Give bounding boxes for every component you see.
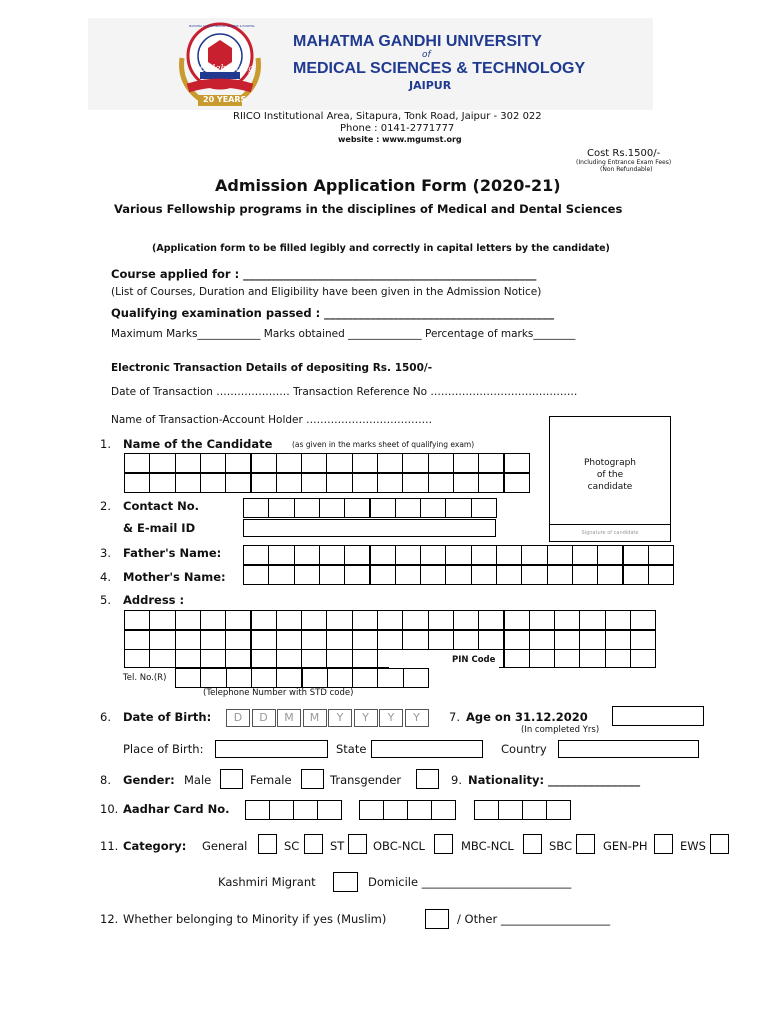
tel-char-box[interactable] — [226, 668, 252, 688]
q3-number: 3. — [100, 546, 111, 560]
address-char-box[interactable] — [200, 630, 226, 650]
course-applied-line: Course applied for : ___________________________________________________ — [111, 267, 537, 281]
signature-label: Signature of candidate — [581, 530, 639, 536]
address-char-box[interactable] — [225, 649, 251, 668]
address-char-box[interactable] — [326, 610, 352, 630]
address-char-box[interactable] — [352, 610, 378, 630]
name-char-box[interactable] — [326, 453, 352, 473]
photo-label-3: candidate — [587, 482, 633, 492]
contact-char-box[interactable] — [445, 498, 471, 518]
kashmiri-migrant-checkbox[interactable] — [333, 872, 358, 892]
address-char-box[interactable] — [453, 610, 479, 630]
address-char-box[interactable] — [605, 630, 631, 650]
mother-char-box[interactable] — [344, 565, 370, 585]
address-char-box[interactable] — [605, 610, 631, 630]
name-char-box[interactable] — [453, 473, 479, 493]
name-char-box[interactable] — [402, 453, 428, 473]
q12-label: Whether belonging to Minority if yes (Muslim) — [123, 912, 387, 926]
name-char-box[interactable] — [402, 473, 428, 493]
category-general-checkbox[interactable] — [258, 834, 277, 854]
institute-website: website : www.mgumst.org — [338, 135, 462, 144]
category-obc-checkbox[interactable] — [434, 834, 453, 854]
name-char-box[interactable] — [149, 453, 175, 473]
tel-char-box[interactable] — [175, 668, 201, 688]
name-char-box[interactable] — [478, 473, 504, 493]
tel-char-box[interactable] — [200, 668, 226, 688]
name-char-box[interactable] — [478, 453, 504, 473]
minority-other-line: / Other ___________________ — [457, 912, 611, 926]
mother-char-box[interactable] — [445, 565, 471, 585]
contact-char-box[interactable] — [471, 498, 497, 518]
q8-number: 8. — [100, 773, 111, 787]
country-field[interactable] — [558, 740, 699, 758]
name-char-box[interactable] — [301, 453, 327, 473]
q7-label: Age on 31.12.2020 — [466, 710, 588, 724]
address-char-box[interactable] — [579, 649, 605, 668]
dob-char-box[interactable]: Y — [354, 709, 378, 727]
category-sc-checkbox[interactable] — [304, 834, 323, 854]
q5-number: 5. — [100, 593, 111, 607]
address-char-box[interactable] — [529, 610, 555, 630]
father-char-box[interactable] — [496, 545, 522, 565]
address-char-box[interactable] — [175, 630, 201, 650]
form-subtitle: Various Fellowship programs in the disciplines of Medical and Dental Sciences — [114, 202, 623, 216]
father-char-box[interactable] — [268, 545, 294, 565]
address-char-box[interactable] — [504, 610, 530, 630]
photo-label-1: Photograph — [583, 458, 637, 468]
q11-label: Category: — [123, 839, 187, 853]
q4-number: 4. — [100, 570, 111, 584]
state-label: State — [336, 742, 367, 756]
dob-char-box[interactable]: D — [252, 709, 276, 727]
address-char-box[interactable] — [529, 630, 555, 650]
address-char-box[interactable] — [504, 630, 530, 650]
category-mbc-checkbox[interactable] — [523, 834, 542, 854]
place-of-birth-field[interactable] — [215, 740, 328, 758]
q3-label: Father's Name: — [123, 546, 222, 560]
mother-char-box[interactable] — [521, 565, 547, 585]
domicile-line: Domicile __________________________ — [368, 875, 572, 889]
contact-char-box[interactable] — [395, 498, 421, 518]
address-char-box[interactable] — [478, 630, 504, 650]
photo-label-2: of the — [596, 470, 624, 480]
mother-char-box[interactable] — [623, 565, 649, 585]
name-char-box[interactable] — [276, 453, 302, 473]
aadhar-char-box[interactable] — [431, 800, 456, 820]
father-char-box[interactable] — [445, 545, 471, 565]
address-char-box[interactable] — [124, 610, 150, 630]
name-char-box[interactable] — [124, 453, 150, 473]
address-char-box[interactable] — [352, 649, 378, 668]
tel-char-box[interactable] — [403, 668, 429, 688]
q10-number: 10. — [100, 802, 119, 816]
name-char-box[interactable] — [175, 453, 201, 473]
dob-char-box[interactable]: Y — [405, 709, 429, 727]
gender-female-checkbox[interactable] — [301, 769, 324, 789]
q1-number: 1. — [100, 437, 111, 451]
instruction-text: (Application form to be filled legibly and correctly in capital letters by the candidate) — [152, 243, 610, 254]
father-char-box[interactable] — [294, 545, 320, 565]
signature-divider — [549, 524, 671, 525]
address-char-box[interactable] — [326, 649, 352, 668]
name-char-box[interactable] — [124, 473, 150, 493]
father-char-box[interactable] — [243, 545, 269, 565]
gender-transgender-checkbox[interactable] — [416, 769, 439, 789]
mother-char-box[interactable] — [496, 565, 522, 585]
mother-char-box[interactable] — [370, 565, 396, 585]
category-ews-checkbox[interactable] — [710, 834, 729, 854]
name-char-box[interactable] — [149, 473, 175, 493]
logo-ribbon-text: Celebrating — [200, 64, 254, 74]
name-char-box[interactable] — [276, 473, 302, 493]
tel-label: Tel. No.(R) — [123, 673, 167, 683]
logo-ring-text: MAHATMA GANDHI MEDICAL COLLEGE & HOSPITAL — [189, 25, 255, 28]
category-general-label: General — [202, 839, 248, 853]
contact-char-box[interactable] — [268, 498, 294, 518]
category-ews-label: EWS — [680, 839, 706, 853]
father-char-box[interactable] — [521, 545, 547, 565]
father-char-box[interactable] — [572, 545, 598, 565]
address-char-box[interactable] — [630, 610, 656, 630]
name-char-box[interactable] — [428, 453, 454, 473]
name-char-box[interactable] — [200, 453, 226, 473]
email-field[interactable] — [243, 519, 496, 537]
tel-note: (Telephone Number with STD code) — [203, 688, 354, 698]
address-char-box[interactable] — [276, 630, 302, 650]
logo-years-text: 20 YEARS — [203, 95, 247, 104]
tel-char-box[interactable] — [352, 668, 378, 688]
contact-char-box[interactable] — [294, 498, 320, 518]
address-char-box[interactable] — [200, 610, 226, 630]
q5-label: Address : — [123, 593, 185, 607]
name-char-box[interactable] — [352, 473, 378, 493]
minority-muslim-checkbox[interactable] — [425, 909, 449, 929]
email-label: & E-mail ID — [123, 521, 196, 535]
name-char-box[interactable] — [225, 453, 251, 473]
name-char-box[interactable] — [301, 473, 327, 493]
address-char-box[interactable] — [579, 630, 605, 650]
aadhar-char-box[interactable] — [546, 800, 571, 820]
address-char-box[interactable] — [402, 630, 428, 650]
aadhar-char-box[interactable] — [293, 800, 318, 820]
q11-number: 11. — [100, 839, 119, 853]
tel-char-box[interactable] — [302, 668, 328, 688]
q4-label: Mother's Name: — [123, 570, 226, 584]
contact-char-box[interactable] — [370, 498, 396, 518]
name-char-box[interactable] — [352, 453, 378, 473]
address-char-box[interactable] — [276, 649, 302, 668]
father-char-box[interactable] — [597, 545, 623, 565]
address-char-box[interactable] — [301, 630, 327, 650]
transaction-date-line: Date of Transaction ………………… Transaction Reference No …………………………………… — [111, 386, 578, 398]
university-name-of: of — [422, 50, 431, 60]
address-char-box[interactable] — [225, 610, 251, 630]
gender-male-label: Male — [184, 773, 212, 787]
aadhar-char-box[interactable] — [407, 800, 432, 820]
q2-label: Contact No. — [123, 499, 199, 513]
name-char-box[interactable] — [326, 473, 352, 493]
pin-code-label: PIN Code — [452, 655, 496, 665]
address-char-box[interactable] — [301, 610, 327, 630]
mother-char-box[interactable] — [395, 565, 421, 585]
address-char-box[interactable] — [377, 610, 403, 630]
cost-text: Cost Rs.1500/- — [587, 148, 661, 159]
transaction-holder-line: Name of Transaction-Account Holder ……………………………… — [111, 414, 433, 426]
name-char-box[interactable] — [175, 473, 201, 493]
address-char-box[interactable] — [149, 649, 175, 668]
aadhar-char-box[interactable] — [383, 800, 408, 820]
address-char-box[interactable] — [504, 649, 530, 668]
address-char-box[interactable] — [251, 610, 277, 630]
address-char-box[interactable] — [352, 630, 378, 650]
name-char-box[interactable] — [251, 453, 277, 473]
aadhar-char-box[interactable] — [359, 800, 384, 820]
qualifying-exam-line: Qualifying examination passed : ________________________________________ — [111, 306, 555, 320]
father-char-box[interactable] — [395, 545, 421, 565]
address-char-box[interactable] — [251, 649, 277, 668]
address-char-box[interactable] — [579, 610, 605, 630]
name-char-box[interactable] — [377, 453, 403, 473]
aadhar-char-box[interactable] — [269, 800, 294, 820]
father-char-box[interactable] — [648, 545, 674, 565]
place-of-birth-label: Place of Birth: — [123, 742, 204, 756]
address-char-box[interactable] — [402, 610, 428, 630]
contact-char-box[interactable] — [243, 498, 269, 518]
cost-note-1: (Including Entrance Exam Fees) — [576, 159, 672, 166]
aadhar-char-box[interactable] — [317, 800, 342, 820]
address-char-box[interactable] — [175, 610, 201, 630]
q1-label: Name of the Candidate — [123, 437, 273, 451]
q8-label: Gender: — [123, 773, 175, 787]
age-field[interactable] — [612, 706, 704, 726]
category-genph-checkbox[interactable] — [654, 834, 673, 854]
name-char-box[interactable] — [377, 473, 403, 493]
category-mbc-label: MBC-NCL — [461, 839, 514, 853]
dob-char-box[interactable]: D — [226, 709, 250, 727]
category-sbc-checkbox[interactable] — [576, 834, 595, 854]
dob-char-box[interactable]: Y — [379, 709, 403, 727]
university-name-line2: MEDICAL SCIENCES & TECHNOLOGY — [293, 60, 586, 77]
q7-note: (In completed Yrs) — [521, 725, 600, 735]
address-char-box[interactable] — [554, 649, 580, 668]
dob-char-box[interactable]: M — [303, 709, 327, 727]
dob-char-box[interactable]: Y — [328, 709, 352, 727]
name-char-box[interactable] — [200, 473, 226, 493]
address-char-box[interactable] — [377, 630, 403, 650]
q2-number: 2. — [100, 499, 111, 513]
q10-label: Aadhar Card No. — [123, 802, 230, 816]
name-char-box[interactable] — [504, 453, 530, 473]
name-char-box[interactable] — [504, 473, 530, 493]
address-char-box[interactable] — [630, 630, 656, 650]
mother-char-box[interactable] — [268, 565, 294, 585]
mother-char-box[interactable] — [547, 565, 573, 585]
mother-char-box[interactable] — [319, 565, 345, 585]
q9-label: Nationality: ________________ — [468, 773, 641, 787]
address-char-box[interactable] — [529, 649, 555, 668]
address-char-box[interactable] — [124, 630, 150, 650]
father-char-box[interactable] — [547, 545, 573, 565]
address-char-box[interactable] — [630, 649, 656, 668]
tel-char-box[interactable] — [377, 668, 403, 688]
address-char-box[interactable] — [326, 630, 352, 650]
name-char-box[interactable] — [225, 473, 251, 493]
address-char-box[interactable] — [453, 630, 479, 650]
aadhar-char-box[interactable] — [474, 800, 499, 820]
contact-char-box[interactable] — [344, 498, 370, 518]
address-char-box[interactable] — [478, 610, 504, 630]
contact-char-box[interactable] — [420, 498, 446, 518]
marks-line: Maximum Marks____________ Marks obtained ______________ Percentage of marks________ — [111, 328, 576, 340]
address-char-box[interactable] — [175, 649, 201, 668]
form-title: Admission Application Form (2020-21) — [215, 176, 561, 195]
dob-char-box[interactable]: M — [277, 709, 301, 727]
address-char-box[interactable] — [200, 649, 226, 668]
mother-char-box[interactable] — [294, 565, 320, 585]
category-obc-label: OBC-NCL — [373, 839, 425, 853]
gender-male-checkbox[interactable] — [220, 769, 243, 789]
aadhar-char-box[interactable] — [522, 800, 547, 820]
cost-note-2: (Non Refundable) — [600, 166, 653, 173]
address-char-box[interactable] — [554, 610, 580, 630]
father-char-box[interactable] — [623, 545, 649, 565]
tel-char-box[interactable] — [251, 668, 277, 688]
mother-char-box[interactable] — [243, 565, 269, 585]
course-note: (List of Courses, Duration and Eligibility have been given in the Admission Notice) — [111, 286, 542, 298]
name-char-box[interactable] — [453, 453, 479, 473]
mother-char-box[interactable] — [648, 565, 674, 585]
gender-transgender-label: Transgender — [330, 773, 402, 787]
address-char-box[interactable] — [276, 610, 302, 630]
q7-number: 7. — [449, 710, 460, 724]
father-char-box[interactable] — [344, 545, 370, 565]
q9-number: 9. — [451, 773, 462, 787]
university-city: JAIPUR — [409, 79, 452, 92]
mother-char-box[interactable] — [597, 565, 623, 585]
category-sbc-label: SBC — [549, 839, 573, 853]
tel-char-box[interactable] — [327, 668, 353, 688]
aadhar-char-box[interactable] — [245, 800, 270, 820]
address-char-box[interactable] — [428, 610, 454, 630]
mother-char-box[interactable] — [572, 565, 598, 585]
category-st-label: ST — [330, 839, 345, 853]
mother-char-box[interactable] — [471, 565, 497, 585]
country-label: Country — [501, 742, 547, 756]
gender-female-label: Female — [250, 773, 292, 787]
category-sc-label: SC — [284, 839, 300, 853]
transaction-heading: Electronic Transaction Details of depositing Rs. 1500/- — [111, 362, 433, 374]
q6-label: Date of Birth: — [123, 710, 212, 724]
address-char-box[interactable] — [605, 649, 631, 668]
address-char-box[interactable] — [301, 649, 327, 668]
state-field[interactable] — [371, 740, 483, 758]
father-char-box[interactable] — [370, 545, 396, 565]
name-char-box[interactable] — [428, 473, 454, 493]
father-char-box[interactable] — [319, 545, 345, 565]
father-char-box[interactable] — [420, 545, 446, 565]
address-char-box[interactable] — [149, 610, 175, 630]
address-char-box[interactable] — [251, 630, 277, 650]
name-char-box[interactable] — [251, 473, 277, 493]
contact-char-box[interactable] — [319, 498, 345, 518]
q6-number: 6. — [100, 710, 111, 724]
q12-number: 12. — [100, 912, 119, 926]
q1-note: (as given in the marks sheet of qualifying exam) — [292, 440, 475, 449]
address-char-box[interactable] — [225, 630, 251, 650]
father-char-box[interactable] — [471, 545, 497, 565]
tel-char-box[interactable] — [276, 668, 302, 688]
address-char-box[interactable] — [124, 649, 150, 668]
institute-address: RIICO Institutional Area, Sitapura, Tonk Road, Jaipur - 302 022 — [233, 111, 542, 122]
institute-phone: Phone : 0141-2771777 — [340, 123, 455, 134]
category-genph-label: GEN-PH — [603, 839, 648, 853]
mother-char-box[interactable] — [420, 565, 446, 585]
category-st-checkbox[interactable] — [348, 834, 367, 854]
address-char-box[interactable] — [554, 630, 580, 650]
university-name-line1: MAHATMA GANDHI UNIVERSITY — [293, 33, 542, 50]
address-char-box[interactable] — [428, 630, 454, 650]
kashmiri-migrant-label: Kashmiri Migrant — [218, 875, 316, 889]
address-char-box[interactable] — [149, 630, 175, 650]
aadhar-char-box[interactable] — [498, 800, 523, 820]
